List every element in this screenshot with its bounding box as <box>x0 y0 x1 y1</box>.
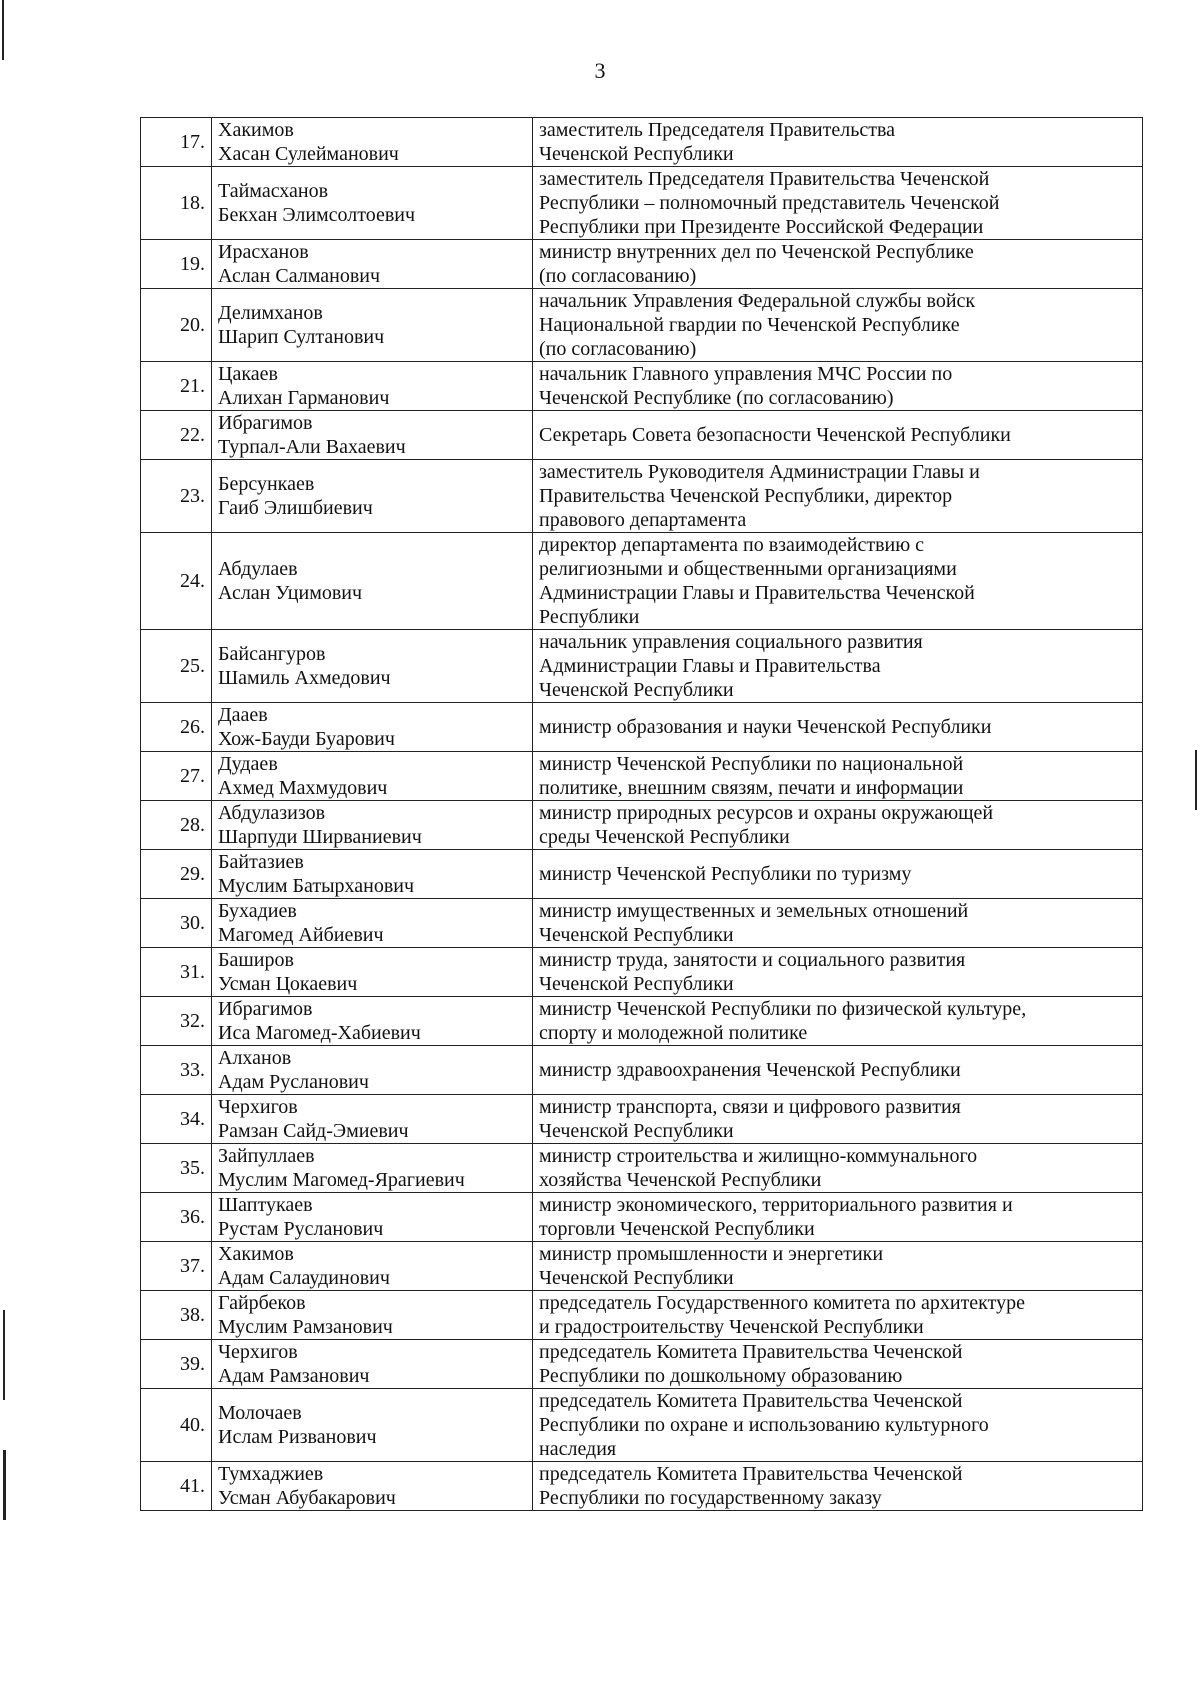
member-name <box>212 1193 533 1242</box>
position-line: среды Чеченской Республики <box>539 826 790 848</box>
row-number: 37. <box>141 1242 212 1291</box>
member-given-name: Шарип Султанович <box>218 326 385 348</box>
table-row <box>141 411 1143 460</box>
row-number: 22. <box>141 411 212 460</box>
table-row <box>141 1095 1143 1144</box>
table-row <box>141 1193 1143 1242</box>
position-line: Чеченской Республике (по согласованию) <box>539 387 894 409</box>
position-line: начальник Главного управления МЧС России по <box>539 363 953 385</box>
table-row <box>141 899 1143 948</box>
member-position <box>533 899 1143 948</box>
member-given-name: Усман Цокаевич <box>218 973 358 995</box>
member-name <box>212 1144 533 1193</box>
row-number: 40. <box>141 1389 212 1462</box>
row-number: 19. <box>141 240 212 289</box>
position-line: Чеченской Республики <box>539 973 734 995</box>
position-line: заместитель Руководителя Администрации Главы и <box>539 461 980 483</box>
table-row <box>141 289 1143 362</box>
member-name <box>212 362 533 411</box>
position-line: и градостроительству Чеченской Республики <box>539 1316 924 1338</box>
member-surname: Черхигов <box>218 1341 298 1363</box>
member-position <box>533 1462 1143 1511</box>
member-name <box>212 752 533 801</box>
member-surname: Таймасханов <box>218 180 329 202</box>
row-number: 18. <box>141 167 212 240</box>
member-surname: Зайпуллаев <box>218 1145 315 1167</box>
member-surname: Абдулаев <box>218 558 298 580</box>
position-line: министр экономического, территориального развития и <box>539 1194 1013 1216</box>
position-line: Республики по дошкольному образованию <box>539 1365 903 1387</box>
row-number: 24. <box>141 533 212 630</box>
table-row <box>141 460 1143 533</box>
position-line: Секретарь Совета безопасности Чеченской Республики <box>539 424 1011 446</box>
position-line: министр Чеченской Республики по туризму <box>539 863 912 885</box>
position-line: министр Чеченской Республики по физической культуре, <box>539 998 1027 1020</box>
scan-edge-mark <box>3 1450 6 1520</box>
position-line: правового департамента <box>539 509 747 531</box>
table-row <box>141 1242 1143 1291</box>
member-name <box>212 118 533 167</box>
position-line: председатель Государственного комитета по архитектуре <box>539 1292 1025 1314</box>
position-line: торговли Чеченской Республики <box>539 1218 815 1240</box>
member-given-name: Гаиб Элишбиевич <box>218 497 373 519</box>
member-position <box>533 1242 1143 1291</box>
member-position <box>533 948 1143 997</box>
member-position <box>533 289 1143 362</box>
position-line: Чеченской Республики <box>539 143 734 165</box>
row-number: 35. <box>141 1144 212 1193</box>
position-line: Чеченской Республики <box>539 1267 734 1289</box>
position-line: Чеченской Республики <box>539 679 734 701</box>
row-number: 29. <box>141 850 212 899</box>
row-number: 39. <box>141 1340 212 1389</box>
position-line: председатель Комитета Правительства Чеченской <box>539 1341 963 1363</box>
row-number: 32. <box>141 997 212 1046</box>
position-line: (по согласованию) <box>539 338 697 360</box>
member-given-name: Аслан Уцимович <box>218 582 363 604</box>
members-table <box>140 117 1143 1511</box>
position-line: политике, внешним связям, печати и информации <box>539 777 964 799</box>
member-given-name: Муслим Магомед-Ярагиевич <box>218 1169 465 1191</box>
member-surname: Байсангуров <box>218 643 326 665</box>
position-line: министр транспорта, связи и цифрового развития <box>539 1096 961 1118</box>
member-surname: Абдулазизов <box>218 802 326 824</box>
member-position <box>533 1193 1143 1242</box>
member-name <box>212 630 533 703</box>
member-position <box>533 1340 1143 1389</box>
row-number: 30. <box>141 899 212 948</box>
member-position <box>533 1144 1143 1193</box>
position-line: Республики по государственному заказу <box>539 1487 882 1509</box>
member-name <box>212 1291 533 1340</box>
position-line: наследия <box>539 1438 617 1460</box>
position-line: Республики по охране и использованию культурного <box>539 1414 989 1436</box>
position-line: министр имущественных и земельных отношений <box>539 900 969 922</box>
position-line: хозяйства Чеченской Республики <box>539 1169 822 1191</box>
position-line: заместитель Председателя Правительства Чеченской <box>539 168 990 190</box>
member-given-name: Шамиль Ахмедович <box>218 667 391 689</box>
member-position <box>533 1095 1143 1144</box>
member-surname: Черхигов <box>218 1096 298 1118</box>
row-number: 25. <box>141 630 212 703</box>
scan-edge-mark <box>2 0 4 60</box>
member-name <box>212 899 533 948</box>
member-surname: Байтазиев <box>218 851 304 873</box>
table-row <box>141 948 1143 997</box>
member-surname: Шаптукаев <box>218 1194 313 1216</box>
table-row <box>141 1046 1143 1095</box>
member-position <box>533 118 1143 167</box>
member-name <box>212 948 533 997</box>
member-given-name: Аслан Салманович <box>218 265 381 287</box>
position-line: Правительства Чеченской Республики, директор <box>539 485 953 507</box>
position-line: начальник Управления Федеральной службы войск <box>539 290 976 312</box>
position-line: председатель Комитета Правительства Чеченской <box>539 1463 963 1485</box>
member-position <box>533 850 1143 899</box>
table-row <box>141 533 1143 630</box>
position-line: заместитель Председателя Правительства <box>539 119 896 141</box>
member-given-name: Бекхан Элимсолтоевич <box>218 204 416 226</box>
table-row <box>141 1340 1143 1389</box>
row-number: 36. <box>141 1193 212 1242</box>
row-number: 21. <box>141 362 212 411</box>
table-row <box>141 167 1143 240</box>
member-position <box>533 1046 1143 1095</box>
row-number: 23. <box>141 460 212 533</box>
member-surname: Дудаев <box>218 753 278 775</box>
member-name <box>212 167 533 240</box>
row-number: 28. <box>141 801 212 850</box>
member-position <box>533 630 1143 703</box>
member-name <box>212 1389 533 1462</box>
table-row <box>141 118 1143 167</box>
member-position <box>533 362 1143 411</box>
member-name <box>212 460 533 533</box>
position-line: министр промышленности и энергетики <box>539 1243 884 1265</box>
member-position <box>533 411 1143 460</box>
member-given-name: Магомед Айбиевич <box>218 924 384 946</box>
position-line: Республики – полномочный представитель Чеченской <box>539 192 1000 214</box>
member-position <box>533 801 1143 850</box>
table-row <box>141 630 1143 703</box>
row-number: 41. <box>141 1462 212 1511</box>
member-name <box>212 240 533 289</box>
member-position <box>533 1389 1143 1462</box>
row-number: 26. <box>141 703 212 752</box>
member-surname: Бухадиев <box>218 900 297 922</box>
member-name <box>212 850 533 899</box>
member-surname: Ирасханов <box>218 241 309 263</box>
page-number: 3 <box>594 58 606 83</box>
position-line: Администрации Главы и Правительства <box>539 655 881 677</box>
table-row <box>141 997 1143 1046</box>
member-given-name: Рустам Русланович <box>218 1218 384 1240</box>
member-surname: Берсункаев <box>218 473 315 495</box>
member-position <box>533 1291 1143 1340</box>
row-number: 38. <box>141 1291 212 1340</box>
member-name <box>212 801 533 850</box>
member-given-name: Адам Салаудинович <box>218 1267 390 1289</box>
position-line: (по согласованию) <box>539 265 697 287</box>
member-name <box>212 997 533 1046</box>
members-table-body <box>141 118 1143 1511</box>
member-name <box>212 1095 533 1144</box>
member-given-name: Муслим Батырханович <box>218 875 415 897</box>
table-row <box>141 850 1143 899</box>
member-position <box>533 240 1143 289</box>
member-name <box>212 703 533 752</box>
position-line: религиозными и общественными организациями <box>539 558 957 580</box>
member-surname: Хакимов <box>218 1243 294 1265</box>
member-given-name: Ислам Ризванович <box>218 1426 377 1448</box>
table-row <box>141 362 1143 411</box>
member-surname: Хакимов <box>218 119 294 141</box>
member-position <box>533 752 1143 801</box>
table-row <box>141 240 1143 289</box>
row-number: 20. <box>141 289 212 362</box>
position-line: председатель Комитета Правительства Чеченской <box>539 1390 963 1412</box>
scan-edge-mark <box>1195 750 1197 810</box>
member-name <box>212 289 533 362</box>
position-line: начальник управления социального развития <box>539 631 923 653</box>
member-given-name: Адам Русланович <box>218 1071 369 1093</box>
position-line: министр строительства и жилищно-коммунального <box>539 1145 978 1167</box>
member-position <box>533 997 1143 1046</box>
position-line: министр труда, занятости и социального развития <box>539 949 966 971</box>
member-surname: Цакаев <box>218 363 278 385</box>
position-line: директор департамента по взаимодействию с <box>539 534 925 556</box>
table-row <box>141 1462 1143 1511</box>
member-given-name: Муслим Рамзанович <box>218 1316 393 1338</box>
member-name <box>212 411 533 460</box>
member-name <box>212 1242 533 1291</box>
member-surname: Гайрбеков <box>218 1292 306 1314</box>
member-given-name: Рамзан Сайд-Эмиевич <box>218 1120 409 1142</box>
position-line: министр образования и науки Чеченской Республики <box>539 716 992 738</box>
table-row <box>141 752 1143 801</box>
member-position <box>533 703 1143 752</box>
member-name <box>212 1046 533 1095</box>
row-number: 34. <box>141 1095 212 1144</box>
member-position <box>533 460 1143 533</box>
member-name <box>212 1340 533 1389</box>
row-number: 31. <box>141 948 212 997</box>
member-given-name: Иса Магомед-Хабиевич <box>218 1022 421 1044</box>
member-surname: Алханов <box>218 1047 292 1069</box>
position-line: министр Чеченской Республики по национальной <box>539 753 964 775</box>
member-given-name: Адам Рамзанович <box>218 1365 370 1387</box>
member-surname: Молочаев <box>218 1402 302 1424</box>
member-surname: Ибрагимов <box>218 998 313 1020</box>
table-row <box>141 1144 1143 1193</box>
position-line: Администрации Главы и Правительства Чеченской <box>539 582 975 604</box>
position-line: Республики при Президенте Российской Федерации <box>539 216 984 238</box>
member-position <box>533 533 1143 630</box>
member-given-name: Хасан Сулейманович <box>218 143 399 165</box>
member-surname: Баширов <box>218 949 294 971</box>
member-given-name: Алихан Гарманович <box>218 387 390 409</box>
position-line: министр внутренних дел по Чеченской Республике <box>539 241 974 263</box>
position-line: Национальной гвардии по Чеченской Республике <box>539 314 960 336</box>
position-line: Республики <box>539 606 640 628</box>
position-line: министр здравоохранения Чеченской Республики <box>539 1059 961 1081</box>
table-row <box>141 703 1143 752</box>
member-name <box>212 533 533 630</box>
member-given-name: Усман Абубакарович <box>218 1487 396 1509</box>
row-number: 17. <box>141 118 212 167</box>
member-given-name: Хож-Бауди Буарович <box>218 728 395 750</box>
member-given-name: Турпал-Али Вахаевич <box>218 436 406 458</box>
row-number: 27. <box>141 752 212 801</box>
member-surname: Дааев <box>218 704 268 726</box>
position-line: Чеченской Республики <box>539 924 734 946</box>
table-row <box>141 1389 1143 1462</box>
member-given-name: Шарпуди Ширваниевич <box>218 826 422 848</box>
row-number: 33. <box>141 1046 212 1095</box>
member-position <box>533 167 1143 240</box>
position-line: спорту и молодежной политике <box>539 1022 808 1044</box>
member-surname: Тумхаджиев <box>218 1463 324 1485</box>
position-line: Чеченской Республики <box>539 1120 734 1142</box>
scan-edge-mark <box>3 1310 5 1400</box>
table-row <box>141 1291 1143 1340</box>
member-given-name: Ахмед Махмудович <box>218 777 388 799</box>
member-surname: Делимханов <box>218 302 323 324</box>
position-line: министр природных ресурсов и охраны окружающей <box>539 802 994 824</box>
table-row <box>141 801 1143 850</box>
member-name <box>212 1462 533 1511</box>
member-surname: Ибрагимов <box>218 412 313 434</box>
